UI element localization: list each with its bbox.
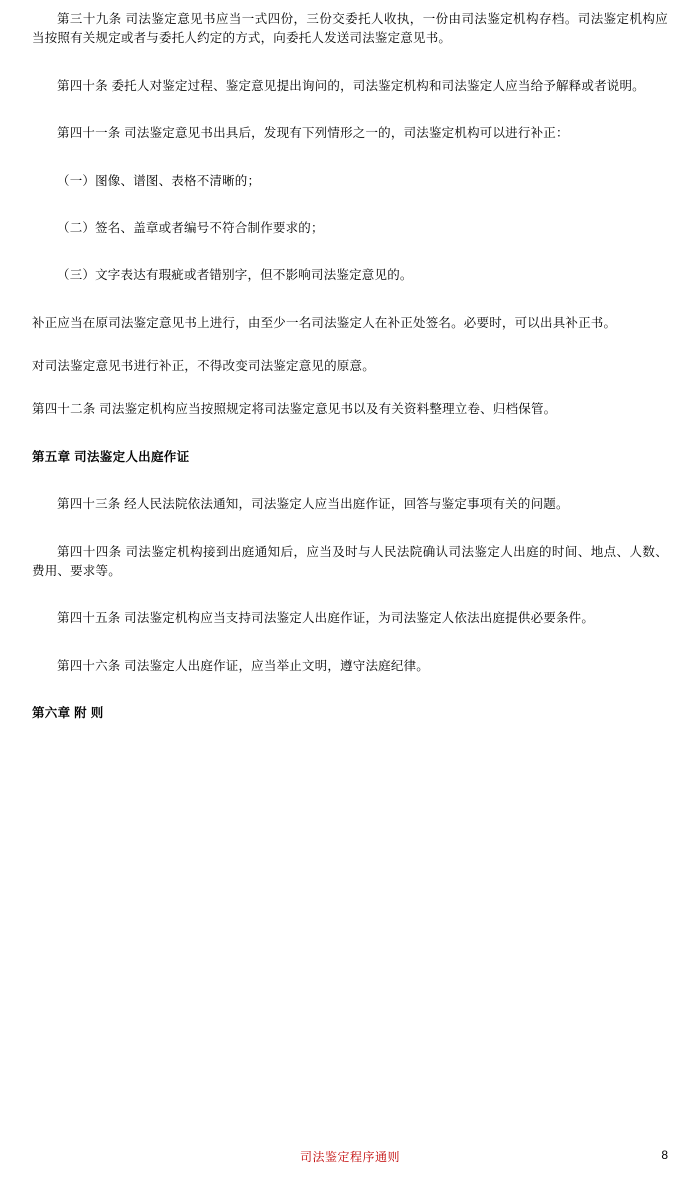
paragraph: 第四十条 委托人对鉴定过程、鉴定意见提出询问的，司法鉴定机构和司法鉴定人应当给予解释或者说明。 — [57, 78, 645, 93]
paragraph: 第四十二条 司法鉴定机构应当按照规定将司法鉴定意见书以及有关资料整理立卷、归档保管。 — [32, 402, 557, 417]
paragraph: 第四十四条 司法鉴定机构接到出庭通知后，应当及时与人民法院确认司法鉴定人出庭的时间、地点、人数、费用、要求等。 — [32, 544, 668, 578]
page-footer — [0, 1148, 700, 1168]
paragraph-item-2: （二）签名、盖章或者编号不符合制作要求的； — [57, 220, 324, 235]
paragraph: 第四十三条 经人民法院依法通知，司法鉴定人应当出庭作证，回答与鉴定事项有关的问题。 — [57, 497, 569, 512]
paragraph: 第四十一条 司法鉴定意见书出具后，发现有下列情形之一的，司法鉴定机构可以进行补正： — [57, 126, 569, 141]
paragraph-item-1: （一）图像、谱图、表格不清晰的； — [57, 173, 261, 188]
paragraph: 第三十九条 司法鉴定意见书应当一式四份，三份交委托人收执，一份由司法鉴定机构存档。司法鉴定机构应当按照有关规定或者与委托人约定的方式，向委托人发送司法鉴定意见书。 — [32, 12, 668, 46]
chapter-heading-5: 第五章 司法鉴定人出庭作证 — [32, 449, 190, 464]
chapter-heading-6: 第六章 附 则 — [32, 706, 104, 720]
document-body — [32, 0, 668, 723]
footer-title: 司法鉴定程序通则 — [299, 1150, 400, 1164]
paragraph-item-3: （三）文字表达有瑕疵或者错别字，但不影响司法鉴定意见的。 — [57, 268, 413, 283]
paragraph: 对司法鉴定意见书进行补正，不得改变司法鉴定意见的原意。 — [32, 359, 375, 373]
paragraph: 第四十五条 司法鉴定机构应当支持司法鉴定人出庭作证，为司法鉴定人依法出庭提供必要条件。 — [57, 611, 595, 626]
paragraph: 第四十六条 司法鉴定人出庭作证，应当举止文明，遵守法庭纪律。 — [57, 658, 429, 673]
paragraph: 补正应当在原司法鉴定意见书上进行，由至少一名司法鉴定人在补正处签名。必要时，可以出具补正书。 — [32, 315, 617, 330]
page-number: 8 — [661, 1148, 668, 1162]
